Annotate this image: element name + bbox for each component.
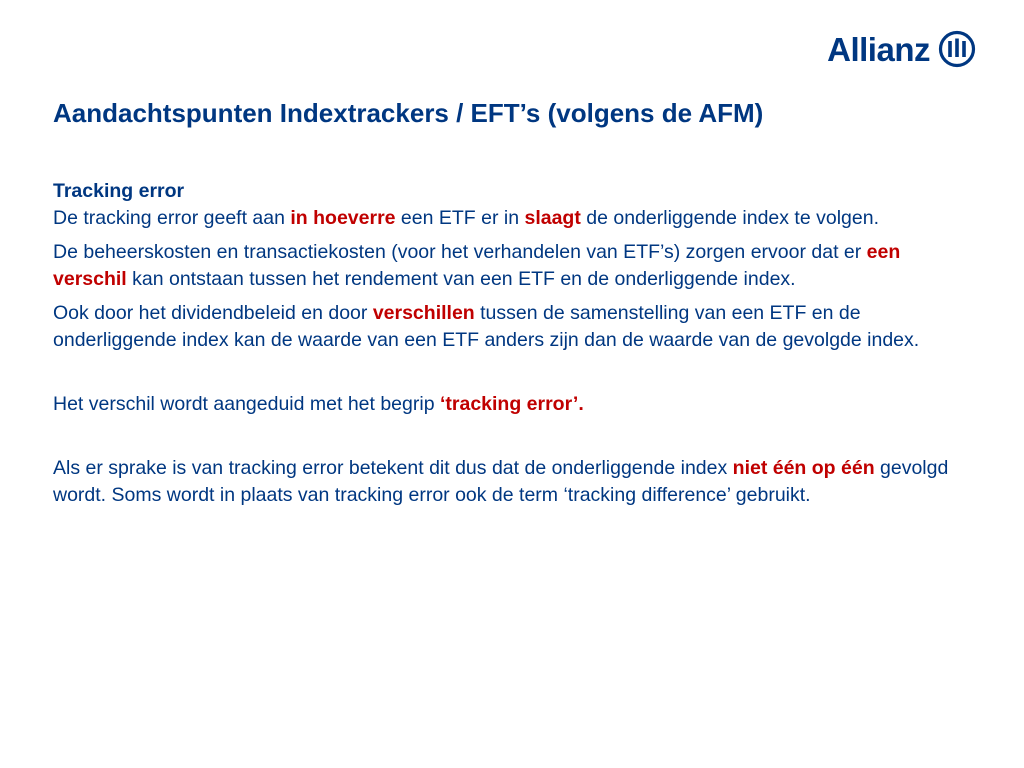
text-segment: De tracking error geeft aan [53, 207, 291, 229]
spacer [53, 293, 978, 300]
paragraph-costs [53, 239, 978, 293]
text-segment: tussen de samenstelling van een ETF en de onderliggende index kan de waarde van een ETF anders zijn dan de waarde van de gevolgde index. [53, 302, 920, 351]
highlight-tracking-error-term: ‘tracking error’. [439, 393, 584, 415]
text-segment: de onderliggende index te volgen. [580, 207, 879, 229]
text-segment: Ook door het dividendbeleid en door [53, 302, 373, 324]
logo-wordmark: Allianz [827, 30, 930, 68]
highlight-slaagt: slaagt [524, 207, 581, 229]
spacer [53, 354, 978, 391]
paragraph-conclusion [53, 455, 978, 509]
highlight-in-hoeverre: in hoeverre [290, 207, 396, 229]
text-segment: Als er sprake is van tracking error betekent dit dus dat de onderliggende index [53, 457, 733, 479]
slide-content [53, 178, 978, 509]
spacer [53, 232, 978, 239]
highlight-verschillen: verschillen [372, 302, 475, 324]
allianz-eagle-columns-icon [938, 30, 976, 68]
paragraph-term [53, 391, 978, 418]
paragraph-tracking-definition [53, 205, 978, 232]
slide-title: Aandachtspunten Indextrackers / EFT’s (volgens de AFM) [53, 98, 764, 128]
text-segment: een ETF er in [395, 207, 525, 229]
highlight-niet-een-op-een: niet één op één [732, 457, 875, 479]
paragraph-dividend [53, 300, 978, 354]
section-heading: Tracking error [53, 180, 185, 202]
text-segment: kan ontstaan tussen het rendement van een ETF en de onderliggende index. [126, 268, 796, 290]
text-segment: De beheerskosten en transactiekosten (voor het verhandelen van ETF’s) zorgen ervoor dat er [53, 241, 867, 263]
text-segment: Het verschil wordt aangeduid met het begrip [53, 393, 440, 415]
text-segment: gevolgd wordt. Soms wordt in plaats van tracking error ook de term ‘tracking difference’ gebruikt. [53, 457, 949, 506]
spacer [53, 418, 978, 455]
highlight-een-verschil: een verschil [53, 241, 901, 290]
allianz-logo [827, 28, 976, 70]
